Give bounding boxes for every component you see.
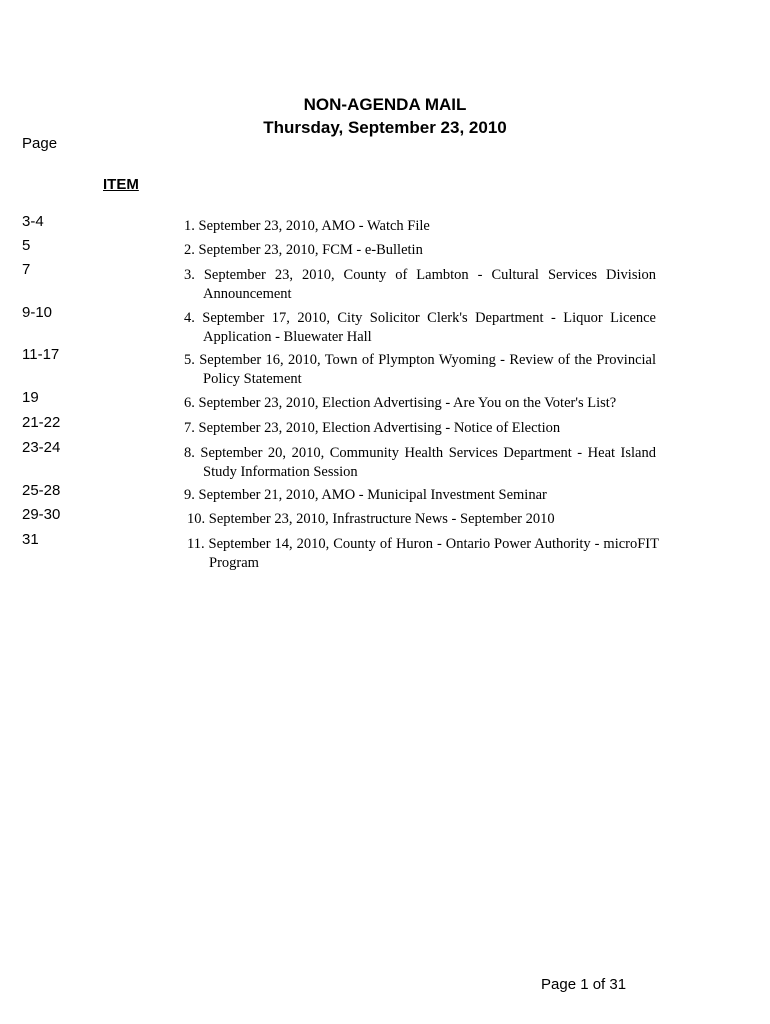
item-pages-10: 29-30: [22, 506, 61, 523]
page-indicator: Page 1 of 31: [541, 976, 627, 993]
item-pages-4: 9-10: [22, 304, 53, 321]
document-title: NON-AGENDA MAIL: [303, 95, 467, 114]
item-pages-6: 19: [22, 389, 39, 406]
list-item: 4. September 17, 2010, City Solicitor Clerk's Department - Liquor Licence Application - Bluewater Hall: [184, 310, 656, 345]
list-item: 10. September 23, 2010, Infrastructure News - September 2010: [187, 511, 555, 527]
list-item: 8. September 20, 2010, Community Health Services Department - Heat Island Study Information Session: [184, 445, 656, 480]
item-pages-2: 5: [22, 237, 31, 254]
item-pages-9: 25-28: [22, 482, 61, 499]
list-item: 3. September 23, 2010, County of Lambton - Cultural Services Division Announcement: [184, 267, 656, 302]
document-date: Thursday, September 23, 2010: [263, 118, 507, 137]
list-item: 2. September 23, 2010, FCM - e-Bulletin: [184, 242, 423, 258]
list-item: 6. September 23, 2010, Election Advertising - Are You on the Voter's List?: [184, 395, 617, 411]
item-pages-7: 21-22: [22, 414, 61, 431]
item-pages-1: 3-4: [22, 213, 44, 230]
item-pages-8: 23-24: [22, 439, 61, 456]
list-item: 7. September 23, 2010, Election Advertising - Notice of Election: [184, 420, 561, 436]
item-pages-5: 11-17: [22, 346, 60, 363]
list-item: 11. September 14, 2010, County of Huron - Ontario Power Authority - microFIT Program: [187, 536, 659, 571]
list-item: 1. September 23, 2010, AMO - Watch File: [184, 218, 430, 234]
item-column-header: ITEM: [103, 176, 139, 193]
page-column-header: Page: [22, 135, 58, 152]
item-pages-3: 7: [22, 261, 31, 278]
list-item: 5. September 16, 2010, Town of Plympton Wyoming - Review of the Provincial Policy Statement: [184, 352, 656, 387]
item-pages-11: 31: [22, 531, 39, 548]
list-item: 9. September 21, 2010, AMO - Municipal Investment Seminar: [184, 487, 547, 503]
